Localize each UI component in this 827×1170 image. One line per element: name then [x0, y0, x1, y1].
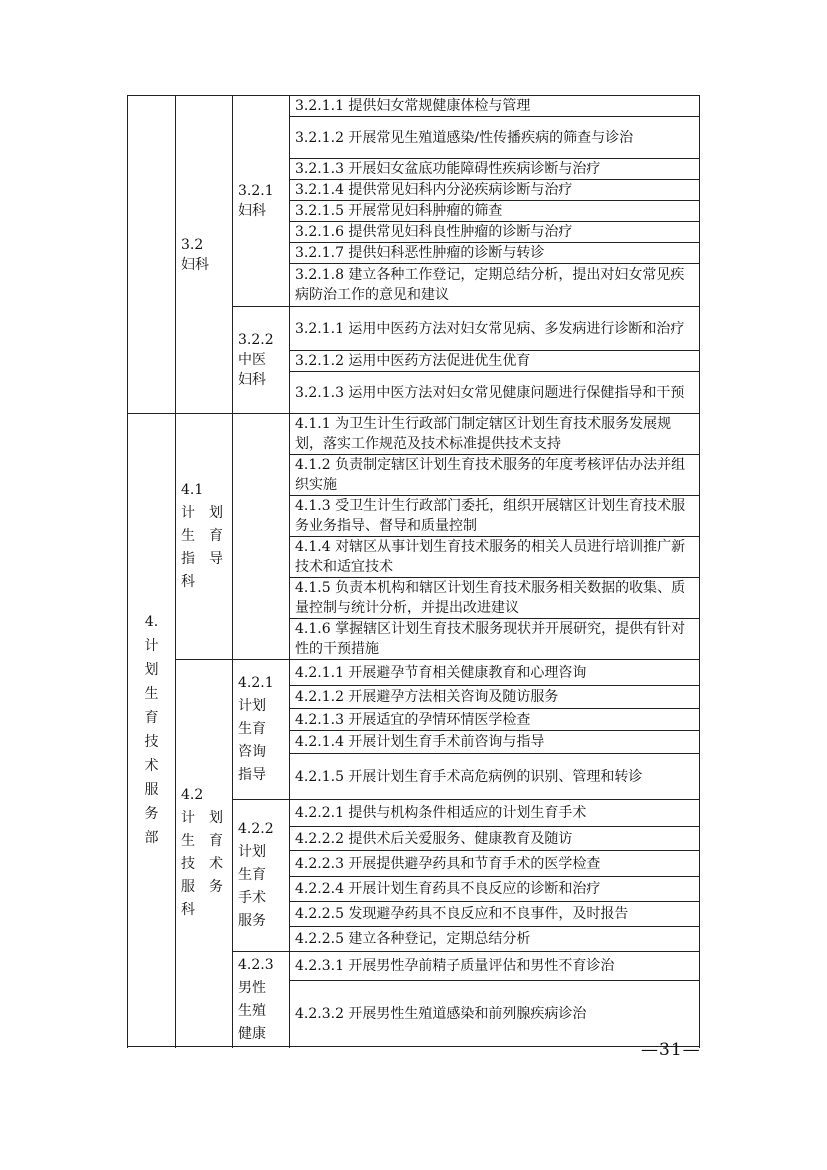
subsection-name-line: 生 育: [181, 528, 223, 544]
group-name-line: 生育: [238, 721, 266, 737]
subsection-name-line: 技 术: [181, 856, 223, 872]
section-number: 4.: [144, 614, 159, 630]
group-number: 3.2.2: [238, 332, 274, 348]
section-name-char: 术: [144, 758, 159, 774]
subsection-4-1-cell: [176, 414, 233, 660]
group-name-line: 健康: [238, 1026, 266, 1042]
page-number: —31—: [641, 1040, 701, 1060]
group-4-2-3-cell: [233, 952, 290, 1047]
group-3-2-1-cell: [233, 96, 290, 307]
subsection-name-line: 服 务: [181, 879, 223, 895]
item-4-2-1-2: 4.2.1.2 开展避孕方法相关咨询及随访服务: [290, 686, 700, 709]
section-name-char: 部: [144, 830, 159, 846]
group-name-line: 生殖: [238, 1003, 266, 1019]
subsection-name-line: 科: [181, 902, 195, 918]
item-4-2-1-4: 4.2.1.4 开展计划生育手术前咨询与指导: [290, 731, 700, 754]
section-3-continuation-cell: [128, 96, 176, 414]
subsection-name-line: 计 划: [181, 505, 223, 521]
item-4-2-2-5: 4.2.2.5 发现避孕药具不良反应和不良事件，及时报告: [290, 902, 700, 927]
item-3-2-1-6: 3.2.1.6 提供常见妇科良性肿瘤的诊断与治疗: [290, 222, 700, 243]
group-number: 4.2.3: [238, 957, 274, 973]
item-4-1-2: 4.1.2 负责制定辖区计划生育技术服务的年度考核评估办法并组织实施: [290, 455, 700, 496]
responsibility-table: [127, 95, 700, 1047]
group-name: 妇科: [238, 203, 266, 219]
item-4-2-2-6: 4.2.2.5 建立各种登记，定期总结分析: [290, 927, 700, 952]
item-4-2-1-1: 4.2.1.1 开展避孕节育相关健康教育和心理咨询: [290, 660, 700, 686]
item-4-1-1: 4.1.1 为卫生计生行政部门制定辖区计划生育技术服务发展规划，落实工作规范及技术标准提供技术支持: [290, 414, 700, 455]
item-3-2-1-8: 3.2.1.8 建立各种工作登记，定期总结分析，提出对妇女常见疾病防治工作的意见和建议: [290, 264, 700, 307]
item-3-2-1-5: 3.2.1.5 开展常见妇科肿瘤的筛查: [290, 201, 700, 222]
group-3-2-2-cell: [233, 307, 290, 414]
item-3-2-1-3: 3.2.1.3 开展妇女盆底功能障碍性疾病诊断与治疗: [290, 159, 700, 180]
group-number: 3.2.1: [238, 183, 274, 199]
item-3-2-1-4: 3.2.1.4 提供常见妇科内分泌疾病诊断与治疗: [290, 180, 700, 201]
item-3-2-2-1: 3.2.1.1 运用中医药方法对妇女常见病、多发病进行诊断和治疗: [290, 307, 700, 351]
subsection-name-line: 科: [181, 574, 195, 590]
group-name-line-1: 中医: [238, 352, 266, 368]
item-4-1-4: 4.1.4 对辖区从事计划生育技术服务的相关人员进行培训推广新技术和适宜技术: [290, 537, 700, 578]
section-name-char: 育: [144, 710, 159, 726]
section-name-char: 生: [144, 686, 159, 702]
subsection-name-line: 指 导: [181, 551, 223, 567]
section-name-char: 计: [144, 638, 159, 654]
item-4-2-2-4: 4.2.2.4 开展计划生育药具不良反应的诊断和治疗: [290, 877, 700, 902]
group-name-line: 男性: [238, 980, 266, 996]
group-name-line: 指导: [238, 767, 266, 783]
group-4-2-1-cell: [233, 660, 290, 800]
group-number: 4.2.1: [238, 675, 274, 691]
item-4-2-1-3: 4.2.1.3 开展适宜的孕情环情医学检查: [290, 709, 700, 731]
subsection-number: 4.1: [181, 482, 204, 498]
section-name-char: 技: [144, 734, 159, 750]
section-4-cell: [128, 414, 176, 1047]
subsection-name-line: 生 育: [181, 833, 223, 849]
group-name-line: 计划: [238, 698, 266, 714]
item-3-2-2-2: 3.2.1.2 运用中医药方法促进优生优育: [290, 351, 700, 372]
item-4-1-6: 4.1.6 掌握辖区计划生育技术服务现状并开展研究，提供有针对性的干预措施: [290, 619, 700, 660]
item-4-1-5: 4.1.5 负责本机构和辖区计划生育技术服务相关数据的收集、质量控制与统计分析，并提出改进建议: [290, 578, 700, 619]
item-4-2-3-1: 4.2.3.1 开展男性孕前精子质量评估和男性不育诊治: [290, 952, 700, 981]
subsection-name-line: 计 划: [181, 810, 223, 826]
item-4-2-2-3: 4.2.2.3 开展提供避孕药具和节育手术的医学检查: [290, 851, 700, 877]
group-name-line-2: 妇科: [238, 372, 266, 388]
subsection-number: 4.2: [181, 787, 204, 803]
group-4-1-empty-cell: [233, 414, 290, 660]
group-4-2-2-cell: [233, 800, 290, 952]
item-3-2-1-2: 3.2.1.2 开展常见生殖道感染/性传播疾病的筛查与诊治: [290, 117, 700, 159]
item-4-2-2-1: 4.2.2.1 提供与机构条件相适应的计划生育手术: [290, 800, 700, 827]
group-name-line: 计划: [238, 844, 266, 860]
item-4-2-2-2: 4.2.2.2 提供术后关爱服务、健康教育及随访: [290, 827, 700, 851]
section-name-char: 务: [144, 806, 159, 822]
section-name-char: 划: [144, 662, 159, 678]
subsection-name: 妇科: [181, 256, 209, 273]
subsection-number: 3.2: [181, 236, 204, 253]
item-3-2-1-7: 3.2.1.7 提供妇科恶性肿瘤的诊断与转诊: [290, 243, 700, 264]
group-number: 4.2.2: [238, 821, 274, 837]
group-name-line: 服务: [238, 913, 266, 929]
item-4-2-1-5: 4.2.1.5 开展计划生育手术高危病例的识别、管理和转诊: [290, 754, 700, 800]
section-name-char: 服: [144, 782, 159, 798]
item-3-2-2-3: 3.2.1.3 运用中医方法对妇女常见健康问题进行保健指导和干预: [290, 372, 700, 414]
item-4-2-3-2: 4.2.3.2 开展男性生殖道感染和前列腺疾病诊治: [290, 981, 700, 1047]
group-name-line: 手术: [238, 890, 266, 906]
group-name-line: 咨询: [238, 744, 266, 760]
subsection-3-2-cell: [176, 96, 233, 414]
group-name-line: 生育: [238, 867, 266, 883]
item-4-1-3: 4.1.3 受卫生计生行政部门委托，组织开展辖区计划生育技术服务业务指导、督导和质量控制: [290, 496, 700, 537]
item-3-2-1-1: 3.2.1.1 提供妇女常规健康体检与管理: [290, 96, 700, 117]
subsection-4-2-cell: [176, 660, 233, 1047]
